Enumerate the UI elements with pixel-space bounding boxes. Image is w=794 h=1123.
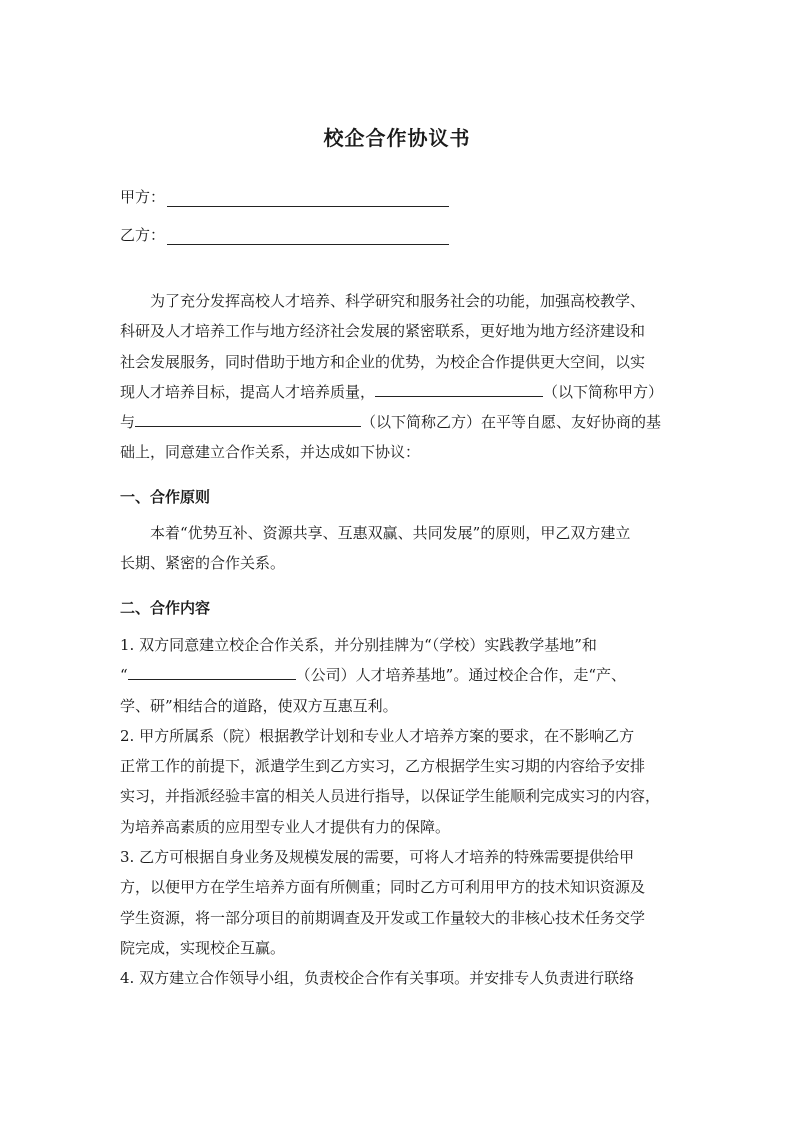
section-1-heading: 一、合作原则 [120, 488, 211, 506]
item-3-line: 方，以便甲方在学生培养方面有所侧重；同时乙方可利用甲方的技术知识资源及 [120, 878, 646, 897]
intro-line: 础上，同意建立合作关系，并达成如下协议： [120, 443, 421, 462]
intro-line: 科研及人才培养工作与地方经济社会发展的紧密联系，更好地为地方经济建设和 [120, 322, 646, 341]
section-2-body [120, 630, 680, 994]
party-b-name-blank[interactable] [135, 412, 361, 427]
party-a-row [120, 186, 449, 207]
item-2-line: 2. 甲方所属系（院）根据教学计划和专业人才培养方案的要求，在不影响乙方 [120, 726, 635, 745]
item-3-line: 院完成，实现校企互赢。 [120, 938, 286, 957]
party-a-blank-line[interactable] [167, 192, 449, 207]
section-1-line: 长期、紧密的合作关系。 [120, 554, 286, 573]
section-2-heading: 二、合作内容 [120, 599, 211, 617]
intro-line-text: （以下简称甲方） [543, 382, 664, 401]
intro-paragraph [120, 286, 680, 468]
item-2-line: 为培养高素质的应用型专业人才提供有力的保障。 [120, 817, 451, 836]
intro-line-text: （以下简称乙方）在平等自愿、友好协商的基 [361, 413, 662, 432]
item-4-line: 4. 双方建立合作领导小组，负责校企合作有关事项。并安排专人负责进行联络 [120, 969, 635, 988]
section-1-line: 本着“优势互补、资源共享、互惠双赢、共同发展”的原则，甲乙双方建立 [150, 524, 631, 542]
intro-line-text: 现人才培养目标，提高人才培养质量， [120, 382, 376, 401]
item-1-line-text: （公司）人才培养基地”。通过校企合作，走“产、 [295, 666, 627, 685]
party-b-blank-line[interactable] [167, 230, 449, 245]
intro-line [120, 377, 680, 407]
intro-line: 为了充分发挥高校人才培养、科学研究和服务社会的功能，加强高校教学、 [150, 292, 646, 310]
party-a-name-blank[interactable] [375, 382, 543, 397]
party-a-label: 甲方： [120, 188, 166, 206]
document-title: 校企合作协议书 [323, 126, 471, 150]
item-2-line: 正常工作的前提下，派遣学生到乙方实习，乙方根据学生实习期的内容给予安排 [120, 757, 646, 776]
item-1-line [120, 660, 680, 690]
company-name-blank[interactable] [128, 665, 296, 680]
item-3-line: 3. 乙方可根据自身业务及规模发展的需要，可将人才培养的特殊需要提供给甲 [120, 848, 635, 867]
intro-line: 社会发展服务，同时借助于地方和企业的优势，为校企合作提供更大空间，以实 [120, 352, 646, 371]
party-b-label: 乙方： [120, 226, 166, 244]
item-1-line-text: “ [120, 666, 128, 685]
item-1-line: 学、研”相结合的道路，使双方互惠互利。 [120, 696, 398, 715]
item-2-line: 实习，并指派经验丰富的相关人员进行指导，以保证学生能顺利完成实习的内容， [120, 787, 661, 806]
intro-line-text: 与 [120, 413, 136, 432]
section-1-paragraph [120, 518, 680, 579]
item-3-line: 学生资源，将一部分项目的前期调查及开发或工作量较大的非核心技术任务交学 [120, 908, 646, 927]
item-1-line: 1. 双方同意建立校企合作关系，并分别挂牌为“（学校）实践教学基地”和 [120, 636, 597, 654]
intro-line [120, 407, 680, 437]
party-b-row [120, 224, 449, 245]
